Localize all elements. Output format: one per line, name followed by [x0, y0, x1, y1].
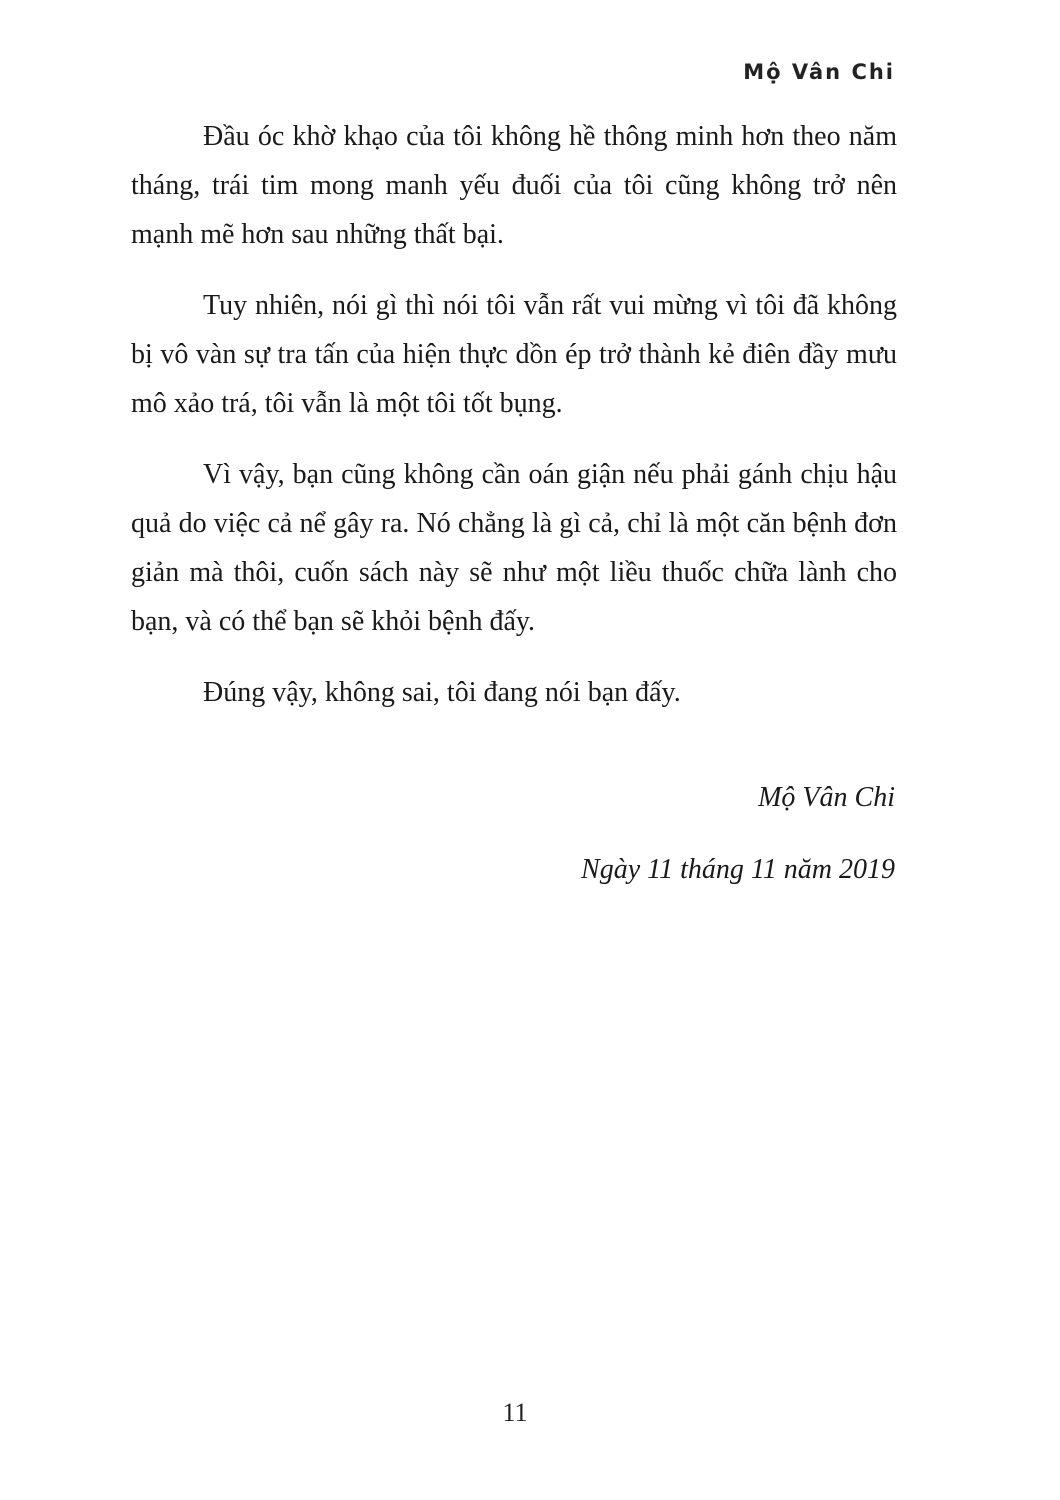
paragraph-2: Tuy nhiên, nói gì thì nói tôi vẫn rất vui mừng vì tôi đã không bị vô vàn sự tra tấn của hiện thực dồn ép trở thành kẻ điên đầy mưu mô xảo trá, tôi vẫn là một tôi tốt bụng.: [131, 290, 897, 419]
page-number: 11: [502, 1398, 528, 1427]
paragraph-4: Đúng vậy, không sai, tôi đang nói bạn đấy.: [203, 677, 681, 708]
signature-block: [581, 778, 895, 890]
signature-date: Ngày 11 tháng 11 năm 2019: [581, 854, 895, 885]
paragraph-3: Vì vậy, bạn cũng không cần oán giận nếu phải gánh chịu hậu quả do việc cả nể gây ra. Nó chẳng là gì cả, chỉ là một căn bệnh đơn giản mà thôi, cuốn sách này sẽ như một liều thuốc chữa lành cho bạn, và có thể bạn sẽ khỏi bệnh đấy.: [131, 459, 897, 637]
body-text: [131, 112, 897, 739]
author-signature: Mộ Vân Chi: [758, 782, 895, 813]
running-header: Mộ Vân Chi: [743, 60, 895, 84]
paragraph-1: Đầu óc khờ khạo của tôi không hề thông minh hơn theo năm tháng, trái tim mong manh yếu đuối của tôi cũng không trở nên mạnh mẽ hơn sau những thất bại.: [131, 121, 897, 250]
